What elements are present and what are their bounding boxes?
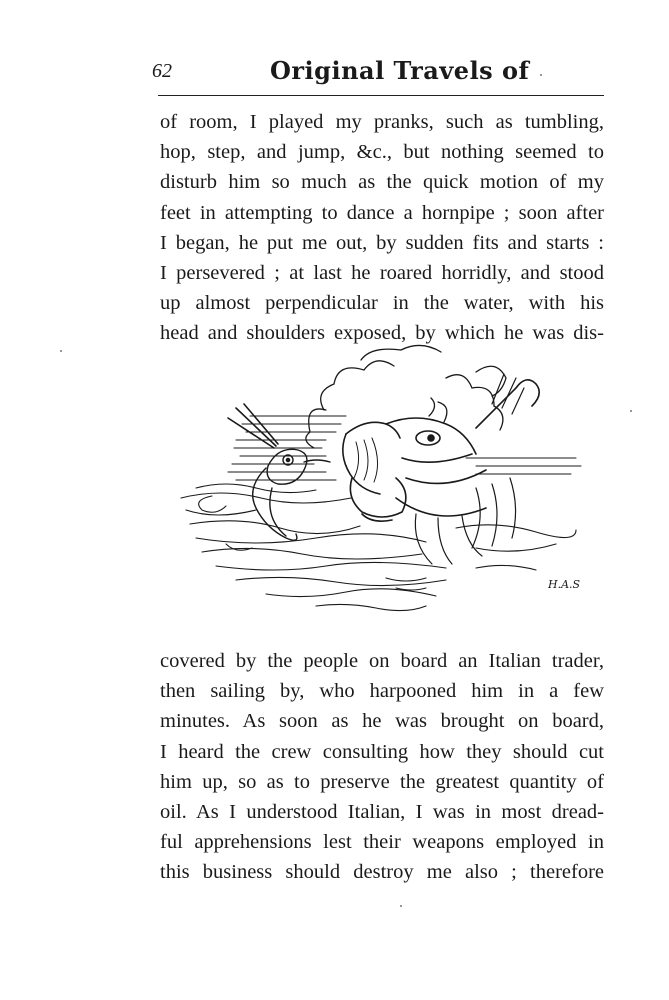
text-line: I began, he put me out, by sudden fits and starts : [160,231,604,254]
header-rule [158,95,604,96]
paper-speck [60,350,62,352]
running-head: Original Travels of [270,56,530,85]
text-line: ful apprehensions lest their weapons employed in [160,831,604,854]
text-line: this business should destroy me also ; therefore [160,861,604,884]
water-foam [199,496,426,590]
cloud-sketch [306,345,506,448]
text-line: I persevered ; at last he roared horridly, and stood [160,262,604,285]
text-line: feet in attempting to dance a hornpipe ; soon after [160,201,604,224]
page-number: 62 [152,60,172,82]
text-line: disturb him so much as the quick motion of my [160,171,604,194]
paper-speck [630,410,632,412]
paragraph-bottom [160,646,604,888]
text-line: oil. As I understood Italian, I was in most dread- [160,801,604,824]
paper-speck [400,905,402,907]
sea-lines [181,416,581,611]
text-line: him up, so as to preserve the greatest quantity of [160,770,604,793]
text-line: head and shoulders exposed, by which he was dis- [160,322,604,345]
text-line: hop, step, and jump, &c., but nothing seemed to [160,141,604,164]
text-line: minutes. As soon as he was brought on board, [160,710,604,733]
artist-signature: H.A.S [548,578,581,591]
text-line: covered by the people on board an Italian trader, [160,650,604,672]
whale-illustration [176,338,588,618]
text-line: of room, I played my pranks, such as tumbling, [160,111,604,133]
text-line: up almost perpendicular in the water, with his [160,292,604,315]
paper-speck [540,74,542,76]
paragraph-top [160,107,604,349]
text-line: then sailing by, who harpooned him in a few [160,680,604,703]
text-line: I heard the crew consulting how they should cut [160,740,604,763]
